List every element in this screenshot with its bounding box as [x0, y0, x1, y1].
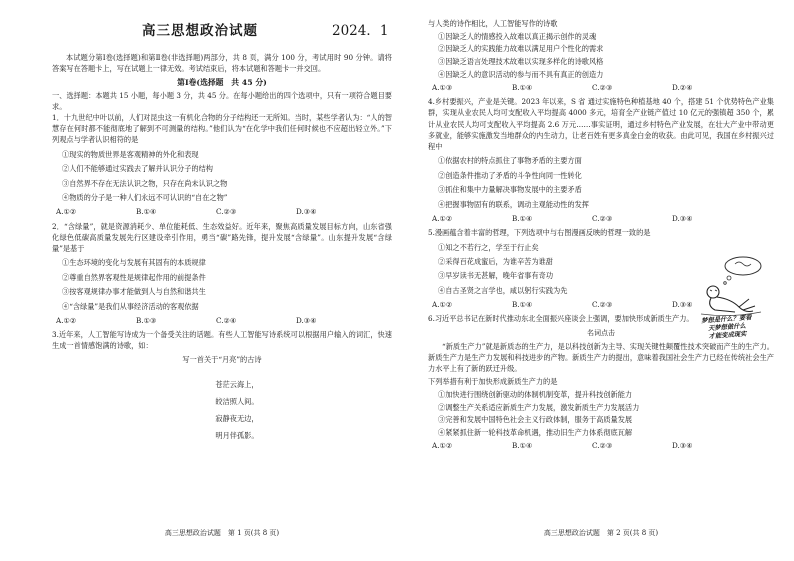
- q4-answer-b: B.①④: [512, 213, 533, 223]
- q1-option-4: ④物质的分子是一种人们永远不可认识的“自在之物”: [62, 192, 228, 202]
- q6-option-1: ①加快进行围绕创新驱动的体制机制变革，提升科技创新能力: [438, 390, 633, 400]
- q2-answer-d: D.③④: [296, 315, 317, 325]
- q5-option-2: ②采得百花成蜜后，为谁辛苦为谁甜: [438, 256, 554, 266]
- q3-option-3: ③因缺乏语言处理技术故难以实现多样化的诗歌风格: [438, 57, 604, 67]
- ai-poem: [52, 354, 392, 442]
- q2-answer-b: B.①③: [136, 315, 157, 325]
- q6-answer-a: A.①②: [432, 441, 453, 451]
- q3-answer-c: C.②③: [592, 83, 613, 93]
- q1-option-3: ③自然界不存在无法认识之物，只存在尚未认识之物: [62, 178, 228, 188]
- q2-option-4: ④“含绿量”是我们从事经济活动的客观依据: [62, 301, 199, 311]
- title-row: [52, 23, 392, 52]
- cartoon-figure-icon: [681, 254, 773, 318]
- q6-option-4: ④紧紧抓住新一轮科技革命机遇，推动旧生产力体系彻底瓦解: [438, 428, 633, 438]
- q6-option-3: ③完善和发展中国特色社会主义行政体制，服务于高质量发展: [438, 415, 633, 425]
- cartoon-caption-line-2: 天梦想做什么: [707, 322, 747, 333]
- page-1-footer: 高三思想政治试题 第 1 页(共 8 页): [164, 528, 280, 537]
- q3-option-2: ②因缺乏人的实践能力故难以满足用户个性化的需求: [438, 44, 604, 54]
- q4-answer-a: A.①②: [432, 213, 453, 223]
- q5-answer-b: B.①④: [512, 300, 533, 310]
- q1-answers: [56, 206, 392, 217]
- q3-option-1: ①因缺乏人的情感投入故难以真正揭示创作的灵魂: [438, 31, 597, 41]
- q6-answers: [432, 440, 774, 451]
- q5-answer-a: A.①②: [432, 300, 453, 310]
- question-3-stem: 3.近年来，人工智能写诗成为一个备受关注的话题。有些人工智能写诗系统可以根据用户输入的词汇，快速生成一首情感饱满的诗歌，如：: [52, 330, 392, 351]
- q2-option-1: ①生态环境的变化与发展有其固有的本质规律: [62, 258, 206, 268]
- q1-answer-a: A.①②: [56, 207, 77, 217]
- q3-continuation: 与人类的诗作相比，人工智能写作的诗歌: [428, 19, 558, 28]
- q4-answer-c: C.②③: [592, 213, 613, 223]
- term-box-title: 名词点击: [587, 328, 615, 337]
- section-instruction: 一、选择题：本题共 15 小题，每小题 3 分，共 45 分。在每小题给出的四个选项中，只有一项符合题目要求。: [52, 90, 392, 111]
- page-title: 高三思想政治试题: [142, 23, 258, 39]
- q2-answer-a: A.①②: [56, 315, 77, 325]
- q2-option-2: ②尊重自然界客观性是规律起作用的前提条件: [62, 272, 206, 282]
- q5-answer-d: D.③④: [672, 300, 693, 310]
- q3-answer-d: D.②④: [672, 83, 693, 93]
- q4-option-4: ④把握事物固有的联系，调动主观能动性的发挥: [438, 199, 589, 209]
- q2-option-3: ③按客观规律办事才能做到人与自然和谐共生: [62, 287, 206, 297]
- q6-option-2: ②调整生产关系适应新质生产力发展，激发新质生产力发展活力: [438, 402, 640, 412]
- question-6-prompt: 下列举措有利于加快形成新质生产力的是: [428, 377, 558, 387]
- q4-answers: [432, 213, 774, 224]
- page-2-footer: 高三思想政治试题 第 2 页(共 8 页): [543, 528, 659, 537]
- intro-text: 本试题分第Ⅰ卷(选择题)和第Ⅱ卷(非选择题)两部分，共 8 页，满分 100 分，考试用时 90 分钟。请将答案写在答题卡上，写在试题上一律无效。考试结束后，将本试题和答题卡一并交回。: [52, 53, 392, 74]
- q5-option-1: ①知之不若行之，学至于行止矣: [438, 242, 539, 252]
- q1-answer-c: C.②③: [216, 207, 237, 217]
- q5-option-4: ④自古圣贤之言学也，咸以躬行实践为先: [438, 285, 568, 295]
- q5-cartoon: [681, 254, 773, 341]
- q4-option-3: ③抓住和集中力量解决事物发展中的主要矛盾: [438, 185, 582, 195]
- poem-line-4: 明月伴孤影。: [215, 431, 259, 441]
- poem-line-1: 苍茫云海上，: [215, 379, 259, 389]
- q4-answer-d: D.③④: [672, 213, 693, 223]
- poem-line-3: 寂静夜无边，: [215, 414, 259, 424]
- q2-answers: [56, 315, 392, 326]
- q1-answer-b: B.①④: [136, 207, 157, 217]
- section-title: 第Ⅰ卷(选择题 共 45 分): [177, 78, 267, 88]
- q1-option-1: ①现实的物质世界是客观精神的外化和表现: [62, 149, 199, 159]
- q5-option-3: ③早岁读书无甚解，晚年省事有奇功: [438, 271, 554, 281]
- page-2: [428, 0, 774, 561]
- question-2-stem: 2．“含绿量”，就是资源消耗少、单位能耗低、生态效益好。近年来，聚焦高质量发展目标方向，山东省强化绿色低碳高质量发展先行区建设牵引作用，勇当“碳”路先锋，提升发展“含绿量”。山东提升发展“含绿量”是基于: [52, 221, 392, 253]
- q3-answer-b: B.①④: [512, 83, 533, 93]
- q6-answer-d: D.③④: [672, 441, 693, 451]
- poem-line-2: 皎洁照人间。: [215, 396, 259, 406]
- q2-answer-c: C.②④: [216, 315, 237, 325]
- question-1-stem: 1．十九世纪中叶以前，人们对昆虫这一有机化合物的分子结构还一无所知。当时，某些学者认为：“人的智慧存在何时都不能彻底地了解到不可测量的结构。”他们认为“在化学中我们任何时候也不应超出轻立外。”下列观点与学者认识相符的是: [52, 113, 392, 145]
- q6-answer-c: C.②③: [592, 441, 613, 451]
- question-6-stem: 6.习近平总书记在新时代推动东北全面振兴座谈会上强调，要加快形成新质生产力。: [428, 314, 694, 324]
- q4-option-1: ①依据农村的特点抓住了事物矛盾的主要方面: [438, 156, 582, 166]
- q6-answer-b: B.①④: [512, 441, 533, 451]
- question-4-stem: 4.乡村要振兴，产业是关键。2023 年以来，S 省 通过实施特色种植基地 40 个，搭建 51 个优势特色产业集群，实现从业农民人均可支配收入平均提高 4000 多元，培育全产业链产值过 10 亿元的强镇超 350 个，累计从业农民人均可支配收入平均提高 2.6 万元……事实证明，通过乡村特色产业发展，在壮大产业中带动更多就业，能够实施激发当地群众的内生动力，让老百姓有更多真金白金的收获。由此可见，我国在乡村振兴过程中: [428, 97, 774, 152]
- q5-answer-c: C.②③: [592, 300, 613, 310]
- q3-option-4: ④因缺乏人的意识活动的参与而不具有真正的创造力: [438, 69, 604, 79]
- q3-answer-a: A.①③: [432, 83, 453, 93]
- q1-option-2: ②人们不能够通过实践去了解并认识分子的结构: [62, 164, 213, 174]
- q4-option-2: ②创造条件推动了矛盾的斗争性向同一性转化: [438, 170, 582, 180]
- term-box-text: “新质生产力”就是新质态的生产力，是以科技创新为主导、实现关键性颠覆性技术突破而产生的生产力。新质生产力是生产力发展和科技进步的产物。新质生产力的提出，意味着我国社会生产力已经在传统社会生产力水平上有了新的跃迁升级。: [428, 341, 774, 374]
- question-5-stem: 5.漫画蕴含着丰富的哲理，下列选项中与右图漫画反映的哲理一致的是: [428, 228, 651, 238]
- q3-answers: [432, 82, 774, 93]
- exam-date: 2024．1: [332, 23, 389, 39]
- cartoon-caption-line-1: 梦想是什么？要看: [701, 314, 752, 325]
- cartoon-caption-line-3: 才能变成现实: [708, 330, 747, 341]
- poem-prompt: 写一首关于“月亮”的古诗: [182, 354, 262, 364]
- q1-answer-d: D.③④: [296, 207, 317, 217]
- page-1: [52, 0, 392, 561]
